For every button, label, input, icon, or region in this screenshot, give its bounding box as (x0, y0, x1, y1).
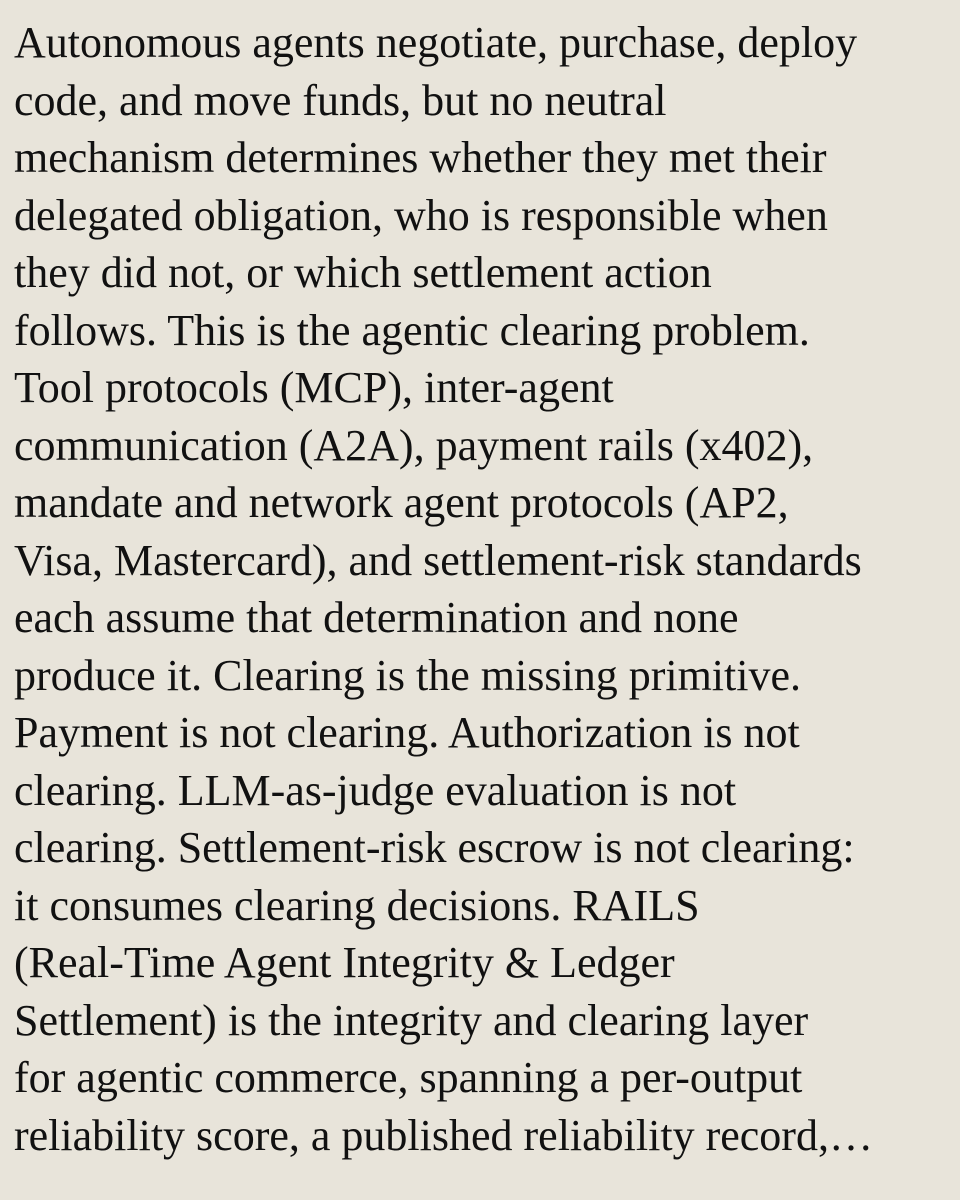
text-line: produce it. Clearing is the missing primitive. (14, 650, 801, 700)
text-line: delegated obligation, who is responsible when (14, 190, 828, 240)
text-line: Visa, Mastercard), and settlement-risk standards (14, 535, 862, 585)
text-line: Autonomous agents negotiate, purchase, deploy (14, 18, 858, 67)
text-line: Payment is not clearing. Authorization is not (14, 708, 800, 757)
text-line: communication (A2A), payment rails (x402), (14, 420, 814, 470)
text-line: they did not, or which settlement action (14, 248, 712, 297)
text-line: reliability score, a published reliability record,… (14, 1110, 873, 1160)
text-line: code, and move funds, but no neutral (14, 75, 667, 125)
text-line: (Real-Time Agent Integrity & Ledger (14, 938, 675, 987)
text-line: mechanism determines whether they met their (14, 133, 827, 182)
text-line: Settlement) is the integrity and clearing layer (14, 995, 809, 1045)
abstract-text (14, 14, 960, 1164)
text-line: clearing. Settlement-risk escrow is not clearing: (14, 823, 855, 872)
text-line: for agentic commerce, spanning a per-output (14, 1053, 803, 1102)
text-line: clearing. LLM-as-judge evaluation is not (14, 765, 737, 815)
text-line: mandate and network agent protocols (AP2, (14, 478, 789, 527)
text-line: each assume that determination and none (14, 593, 739, 642)
text-line: Tool protocols (MCP), inter-agent (14, 363, 614, 412)
text-line: it consumes clearing decisions. RAILS (14, 880, 700, 930)
text-line: follows. This is the agentic clearing problem. (14, 305, 810, 355)
